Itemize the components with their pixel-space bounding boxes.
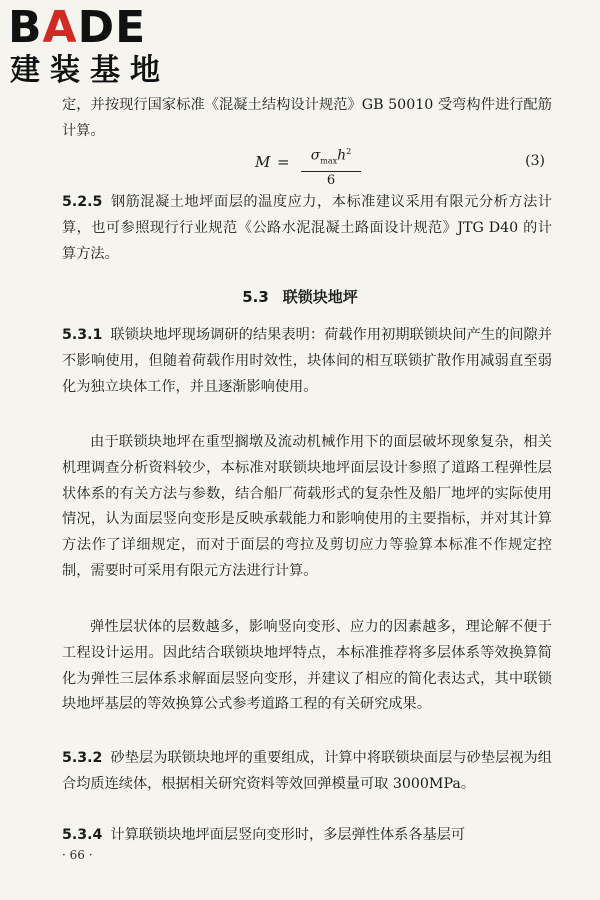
logo-letter: D	[77, 2, 116, 53]
paragraph-text: 由于联锁块地坪在重型搁墩及流动机械作用下的面层破坏现象复杂，相关机理调查分析资料较少，本标准对联锁块地坪面层设计参照了道路工程弹性层状体系的有关方法与参数，结合船厂荷载形式的复杂性及船厂地坪的实际使用情况，认为面层竖向变形是反映承载能力和影响使用的主要指标，并对其计算方法作了详细规定，而对于面层的弯拉及剪切应力等验算本标准不作规定控制，需要时可采用有限元方法进行计算。	[62, 434, 552, 579]
section-number: 5.2.5	[62, 194, 103, 210]
formula-h: h	[337, 147, 347, 164]
bade-logo	[8, 4, 178, 96]
formula-sigma-sub: max	[320, 156, 338, 166]
logo-wordmark	[8, 4, 146, 52]
logo-letter: A	[42, 2, 78, 53]
formula-label: (3)	[525, 153, 545, 169]
formula-numerator	[301, 143, 361, 170]
section-text: 钢筋混凝土地坪面层的温度应力，本标准建议采用有限元分析方法计算，也可参照现行行业规范《公路水泥混凝土路面设计规范》JTG D40 的计算方法。	[62, 194, 552, 262]
formula-sigma: σ	[310, 147, 321, 164]
logo-letter: B	[8, 2, 43, 53]
section-5-3-1	[62, 323, 552, 400]
page-number: · 66 ·	[62, 848, 93, 862]
paragraph-2	[62, 430, 552, 585]
paragraph-text: 弹性层状体的层数越多，影响竖向变形、应力的因素越多，理论解不便于工程设计运用。因此结合联锁块地坪特点，本标准推荐将多层体系等效换算简化为弹性三层体系求解面层竖向变形，并建议了相应的简化表达式，其中联锁块地坪基层的等效换算公式参考道路工程的有关研究成果。	[62, 619, 552, 713]
formula-3	[255, 143, 405, 189]
formula-h-sup: 2	[346, 147, 352, 156]
section-text: 计算联锁块地坪面层竖向变形时，多层弹性体系各基层可	[110, 827, 466, 843]
section-number: 5.3.1	[62, 327, 103, 343]
heading-number: 5.3	[242, 288, 269, 306]
top-fragment-paragraph	[62, 93, 552, 145]
logo-wordmark-text	[8, 2, 146, 53]
formula-fraction	[301, 143, 361, 189]
formula-denominator: 6	[326, 173, 336, 189]
heading-title: 联锁块地坪	[282, 288, 358, 306]
formula-lhs: M	[255, 153, 271, 171]
section-number: 5.3.2	[62, 750, 103, 766]
section-text: 联锁块地坪现场调研的结果表明：荷载作用初期联锁块间产生的间隙并不影响使用，但随着荷载作用时效性，块体间的相互联锁扩散作用减弱直至弱化为独立块体工作，并且逐渐影响使用。	[62, 327, 552, 395]
top-fragment-text: 定，并按现行国家标准《混凝土结构设计规范》GB 50010 受弯构件进行配筋计算。	[62, 97, 552, 139]
section-5-3-4	[62, 823, 552, 849]
paragraph-3	[62, 615, 552, 718]
section-heading-5-3	[0, 286, 600, 307]
section-5-3-2	[62, 746, 552, 798]
section-5-2-5	[62, 190, 552, 267]
logo-subtitle: 建装基地	[10, 53, 170, 88]
logo-letter: E	[115, 2, 147, 53]
formula-fraction-bar	[301, 171, 361, 172]
formula-equals: =	[277, 153, 290, 171]
section-text: 砂垫层为联锁块地坪的重要组成，计算中将联锁块面层与砂垫层视为组合均质连续体，根据相关研究资料等效回弹模量可取 3000MPa。	[62, 750, 552, 792]
section-number: 5.3.4	[62, 827, 103, 843]
